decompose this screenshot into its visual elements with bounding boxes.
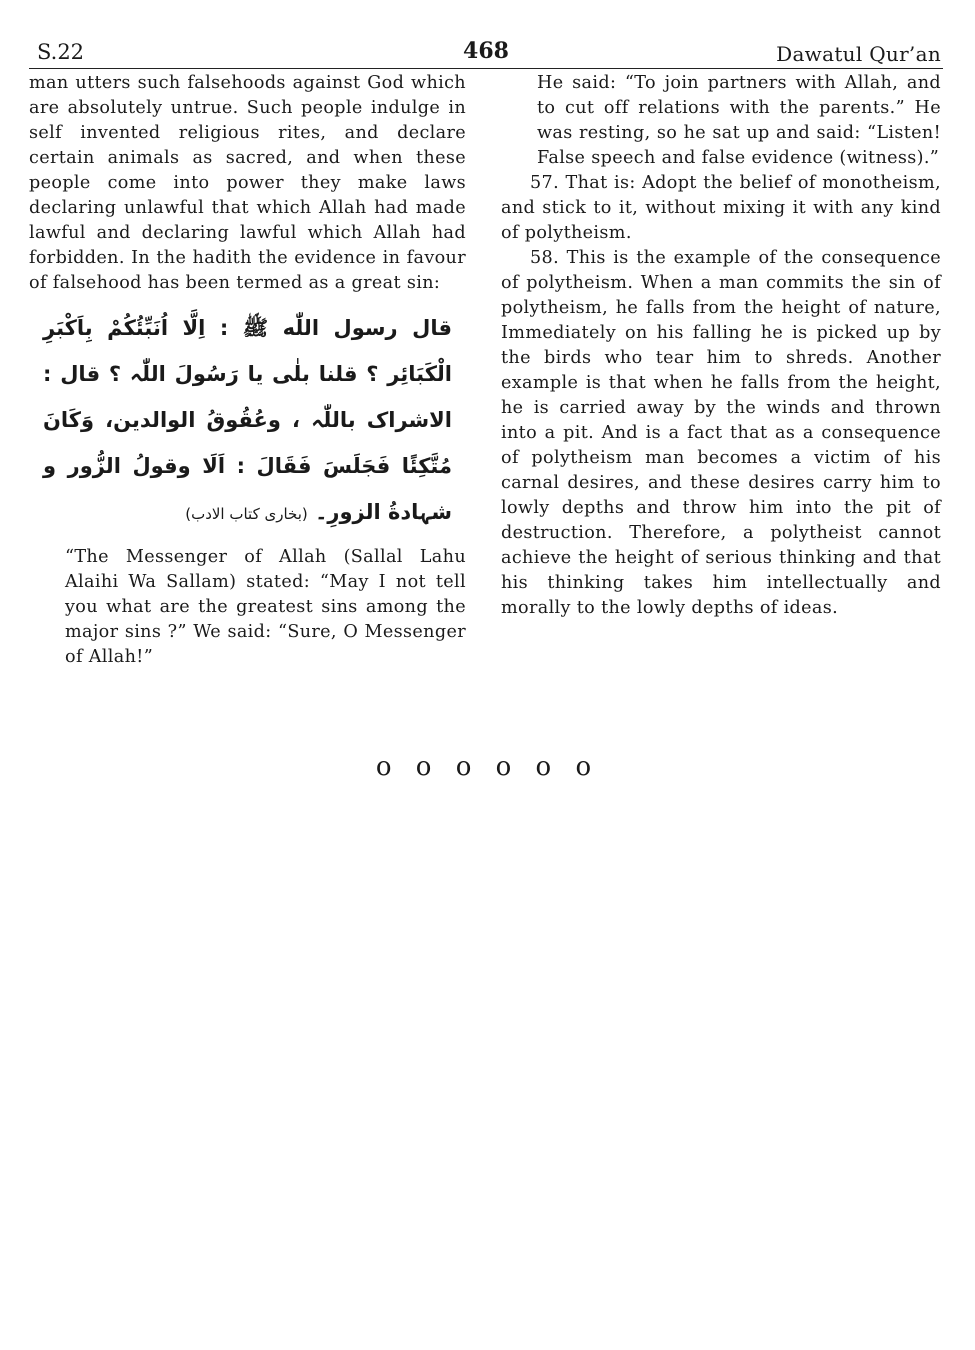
note-58: 58. This is the example of the consequence of polytheism. When a man commits the sin of polytheism, he falls from the height of nature, Immediately on his falling he is picked up by the birds who tear him to shreds. Another example is that when he falls from the height, he is carried away by the winds and thrown into a pit. And is a fact that as a consequence of polytheism man becomes a victim of his carnal desires, and these desires carry him to lowly depths and throw him into the pit of destruction. Therefore, a polytheist cannot achieve the height of serious thinking and that his thinking takes him intellectually and morally to the lowly depths of ideas. bbox=[501, 248, 941, 618]
right-column bbox=[501, 71, 941, 621]
page-number: 468 bbox=[463, 38, 509, 64]
chapter-label: S.22 bbox=[37, 40, 85, 64]
hadith-translation: “The Messenger of Allah (Sallal Lahu Alaihi Wa Sallam) stated: “May I not tell you what are the greatest sins among the major sins ?” We said: “Sure, O Messenger of Allah!” bbox=[65, 547, 466, 667]
book-title: Dawatul Qur’an bbox=[776, 42, 941, 66]
arabic-reference: (بخاری کتاب الادب) bbox=[185, 505, 308, 523]
hadith-translation-continued: He said: “To join partners with Allah, and to cut off relations with the parents.” He was resting, so he sat up and said: “Listen! False speech and false evidence (witness).” bbox=[537, 73, 941, 168]
note-57: 57. That is: Adopt the belief of monotheism, and stick to it, without mixing it with any kind of polytheism. bbox=[501, 173, 941, 243]
arabic-hadith-text: قال رسول اللّٰه ﷺ : اِلَّا اُنَبِّئُكُمْ بِاَكْبَرِ الْكَبَائِر ؟ قلنا بلٰی یا رَسُولَ اللّٰہ ؟ قال : الاشراک باللّٰہ ، وعُقُوقُ الوالدین، وَكَانَ مُتَّكِئًا فَجَلَسَ فَقَالَ : اَلَا وقولُ الزُّور و شہادةُ الزورِ۔ bbox=[43, 316, 452, 524]
intro-paragraph: man utters such falsehoods against God which are absolutely untrue. Such people indulge in self invented religious rites, and declare certain animals as sacred, and when these people come into power they make laws declaring unlawful that which Allah had made lawful and declaring lawful which Allah had forbidden. In the hadith the evidence in favour of falsehood has been termed as a great sin: bbox=[29, 73, 466, 293]
section-end-ornament: o o o o o o bbox=[375, 752, 600, 782]
left-column bbox=[29, 71, 466, 670]
arabic-hadith bbox=[43, 305, 452, 537]
page-header bbox=[29, 38, 943, 69]
